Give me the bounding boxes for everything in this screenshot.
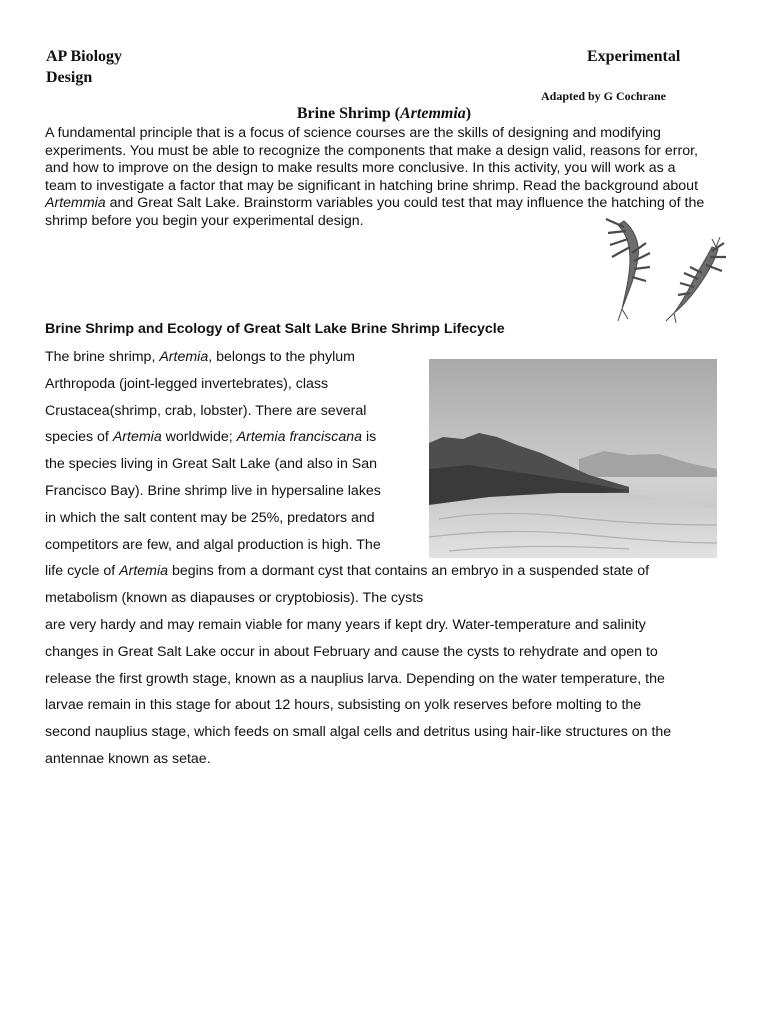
body-line: release the first growth stage, known as a nauplius larva. Depending on the water temperature, the	[45, 670, 665, 687]
intro-italic: Artemmia	[45, 195, 106, 212]
body-line: Francisco Bay). Brine shrimp live in hypersaline lakes	[45, 482, 381, 499]
body-line: Arthropoda (joint-legged invertebrates), class	[45, 375, 329, 392]
text: begins from a dormant cyst that contains an embryo in a suspended state of	[168, 563, 650, 580]
title-suffix: )	[465, 105, 472, 122]
species-term: Artemia franciscana	[236, 429, 363, 446]
body-line: Crustacea(shrimp, crab, lobster). There are several	[45, 402, 367, 419]
body-line: in which the salt content may be 25%, predators and	[45, 509, 375, 526]
body-line: larvae remain in this stage for about 12 hours, subsisting on yolk reserves before molting to the	[45, 697, 642, 714]
intro-text-2: and Great Salt Lake. Brainstorm variables you could test that may influence the hatching of the shrimp before you begin your experimental design.	[45, 195, 705, 229]
body-line: are very hardy and may remain viable for many years if kept dry. Water-temperature and salinity	[45, 616, 646, 633]
body-line: second nauplius stage, which feeds on small algal cells and detritus using hair-like structures on the	[45, 724, 672, 741]
text: life cycle of	[45, 563, 120, 580]
page-title	[0, 105, 768, 123]
title-italic: Artemmia	[400, 105, 466, 122]
header-topic: Experimental	[587, 48, 681, 65]
brine-shrimp-illustration	[600, 213, 730, 323]
species-term: Artemia	[159, 349, 209, 365]
body-line: antennae known as setae.	[45, 750, 211, 767]
body-line: the species living in Great Salt Lake (and also in San	[45, 456, 378, 473]
body-line	[45, 344, 717, 371]
header-course: AP Biology	[46, 48, 123, 65]
section-heading: Brine Shrimp and Ecology of Great Salt Lake Brine Shrimp Lifecycle	[45, 321, 505, 337]
adapted-by: Adapted by G Cochrane	[541, 89, 667, 103]
header-course-continued: Design	[46, 69, 93, 86]
body-line: changes in Great Salt Lake occur in about February and cause the cysts to rehydrate and open to	[45, 643, 658, 660]
text: worldwide;	[161, 429, 237, 446]
body-line: metabolism (known as diapauses or cryptobiosis). The cysts	[45, 590, 424, 607]
text: is	[362, 429, 377, 446]
text: species of	[45, 429, 113, 446]
body-line	[45, 424, 717, 451]
text: The brine shrimp,	[45, 349, 160, 365]
title-prefix: Brine Shrimp (	[296, 105, 400, 122]
body-paragraph	[45, 344, 717, 773]
text: , belongs to the phylum	[208, 349, 355, 365]
body-line	[45, 558, 717, 585]
intro-text-1: A fundamental principle that is a focus of science courses are the skills of designing and modifying experiments. You must be able to recognize the components that make a design valid, reasons for error, and how to improve on the design to make results more conclusive. In this activity, you will work as a team to investigate a factor that may be significant in hatching brine shrimp. Read the background about	[45, 125, 699, 194]
body-line: competitors are few, and algal production is high. The	[45, 536, 381, 553]
species-term: Artemia	[119, 563, 169, 580]
species-term: Artemia	[112, 429, 162, 446]
